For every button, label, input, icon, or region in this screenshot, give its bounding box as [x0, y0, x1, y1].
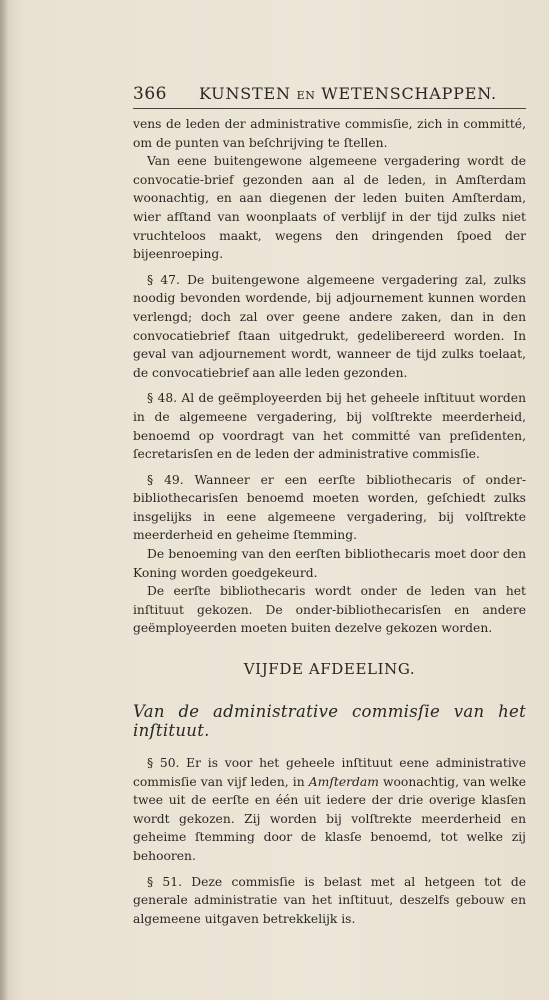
running-head-word-3: WETENSCHAPPEN. — [321, 84, 497, 103]
section-subtitle: Van de administrative commisſie van het inſtituut. — [133, 702, 526, 741]
paragraph-section-50-end: woonachtig, van welke twee uit de eerſte en één uit iedere der drie overige klasſen wordt gekozen. Zij worden bij volſtrekte meerderheid en geheime ſtemming door de klasſe benoemd, tot welke zij behooren. — [133, 774, 526, 863]
paragraph-convocation: Van eene buitengewone algemeene vergadering wordt de convocatie-brief gezonden aan al de leden, in Amſterdam woonachtig, en aan diegenen der leden buiten Amſterdam, wier afſtand van woonplaats of verblijf in der tijd zulks niet vruchteloos maakt, wegens den dringenden ſpoed der bijeenroeping. — [133, 154, 526, 262]
paragraph-section-50 — [133, 754, 526, 866]
running-head — [199, 84, 497, 103]
page-header — [133, 82, 526, 109]
section-heading: VIJFDE AFDEELING. — [243, 660, 416, 679]
paragraph-section-50-start: § 50. Er is voor het geheele inſtituut eene administrative commisſie van vijf leden, in — [133, 756, 526, 789]
paragraph-section-51: § 51. Deze commisſie is belast met al hetgeen tot de generale administratie van het inſtituut, deszelfs gebouw en algemeene uitgaven betrekkelijk is. — [133, 874, 526, 926]
page-number: 366 — [133, 84, 167, 104]
paragraph-librarian: De eerſte bibliothecaris wordt onder de leden van het inſtituut gekozen. De onder-bibliothecarisſen en andere geëmployeerden moeten buiten dezelve gekozen worden. — [133, 584, 526, 636]
paragraph-continuation: vens de leden der administrative commisſie, zich in committé, om de punten van beſchrijving te ſtellen. — [133, 117, 526, 150]
running-head-word-1: KUNSTEN — [199, 84, 291, 103]
place-name-amsterdam: Amſterdam — [308, 774, 379, 789]
paragraph-appointment: De benoeming van den eerſten bibliothecaris moet door den Koning worden goedgekeurd. — [133, 547, 526, 580]
running-head-word-2: EN — [296, 89, 316, 102]
binding-shadow — [0, 0, 8, 1000]
text-block — [133, 82, 526, 928]
paragraph-section-49: § 49. Wanneer er een eerſte bibliothecaris of onder-bibliothecarisſen benoemd moeten worden, geſchiedt zulks insgelijks in eene algemeene vergadering, bij volſtrekte meerderheid en geheime ſtemming. — [133, 472, 526, 543]
paragraph-section-48: § 48. Al de geëmployeerden bij het geheele inſtituut worden in de algemeene vergadering, bij volſtrekte meerderheid, benoemd op voordragt van het committé van preſidenten, ſecretarisſen en de leden der administrative commisſie. — [133, 391, 526, 462]
paragraph-section-47: § 47. De buitengewone algemeene vergadering zal, zulks noodig bevonden wordende, bij adjournement kunnen worden verlengd; doch zal over geene andere zaken, dan in den convocatiebrief ſtaan uitgedrukt, gedelibereerd worden. In geval van adjournement wordt, wanneer de tijd zulks toelaat, de convocatiebrief aan alle leden gezonden. — [133, 272, 526, 380]
